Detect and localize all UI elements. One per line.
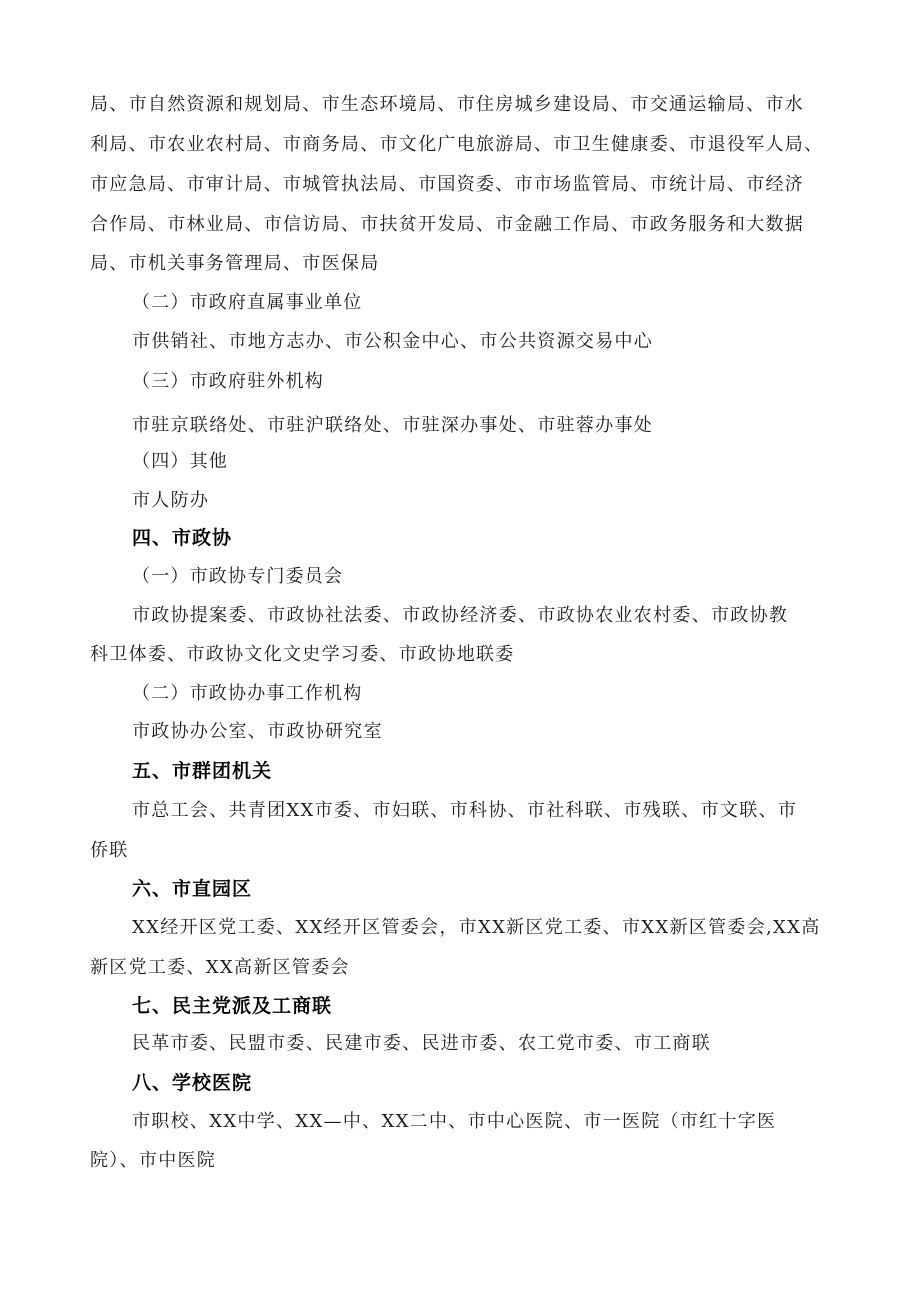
subsection-body: 市政协办公室、市政协研究室 [132,721,383,742]
section-heading: 五、市群团机关 [132,760,273,782]
section-heading: 八、学校医院 [132,1072,253,1094]
section-heading: 四、市政协 [132,527,233,549]
subsection-title: （二）市政府直属事业单位 [132,292,363,313]
subsection-title: （一）市政协专门委员会 [132,566,344,587]
section-heading: 六、市直园区 [132,878,253,900]
section-body: 侨联 [90,840,129,861]
section-heading: 七、民主党派及工商联 [132,995,333,1017]
subsection-body: 市政协提案委、市政协社法委、市政协经济委、市政协农业农村委、市政协教 [132,605,789,626]
subsection-body: 市人防办 [132,490,210,511]
section-body: XX经开区党工委、XX经开区管委会，市XX新区党工委、市XX新区管委会,XX高 [132,917,821,938]
subsection-body: 科卫体委、市政协文化文史学习委、市政协地联委 [90,644,515,665]
section-body: 民革市委、民盟市委、民建市委、民进市委、农工党市委、市工商联 [132,1033,711,1054]
body-line: 利局、市农业农村局、市商务局、市文化广电旅游局、市卫生健康委、市退役军人局、 [90,134,824,155]
subsection-body: 市驻京联络处、市驻沪联络处、市驻深办事处、市驻蓉办事处 [132,415,654,436]
subsection-title: （四）其他 [132,451,228,472]
body-line: 局、市机关事务管理局、市医保局 [90,253,380,274]
section-body: 市职校、XX中学、XX—中、XX二中、市中心医院、市一医院（市红十字医 [132,1111,777,1132]
body-line: 局、市自然资源和规划局、市生态环境局、市住房城乡建设局、市交通运输局、市水 [90,94,805,115]
body-line: 市应急局、市审计局、市城管执法局、市国资委、市市场监管局、市统计局、市经济 [90,174,805,195]
subsection-title: （二）市政协办事工作机构 [132,683,363,704]
section-body: 新区党工委、XX高新区管委会 [90,957,350,978]
subsection-body: 市供销社、市地方志办、市公积金中心、市公共资源交易中心 [132,331,654,352]
section-body: 院）、市中医院 [90,1150,217,1171]
body-line: 合作局、市林业局、市信访局、市扶贫开发局、市金融工作局、市政务服务和大数据 [90,214,805,235]
subsection-title: （三）市政府驻外机构 [132,371,324,392]
section-body: 市总工会、共青团XX市委、市妇联、市科协、市社科联、市残联、市文联、市 [132,800,798,821]
